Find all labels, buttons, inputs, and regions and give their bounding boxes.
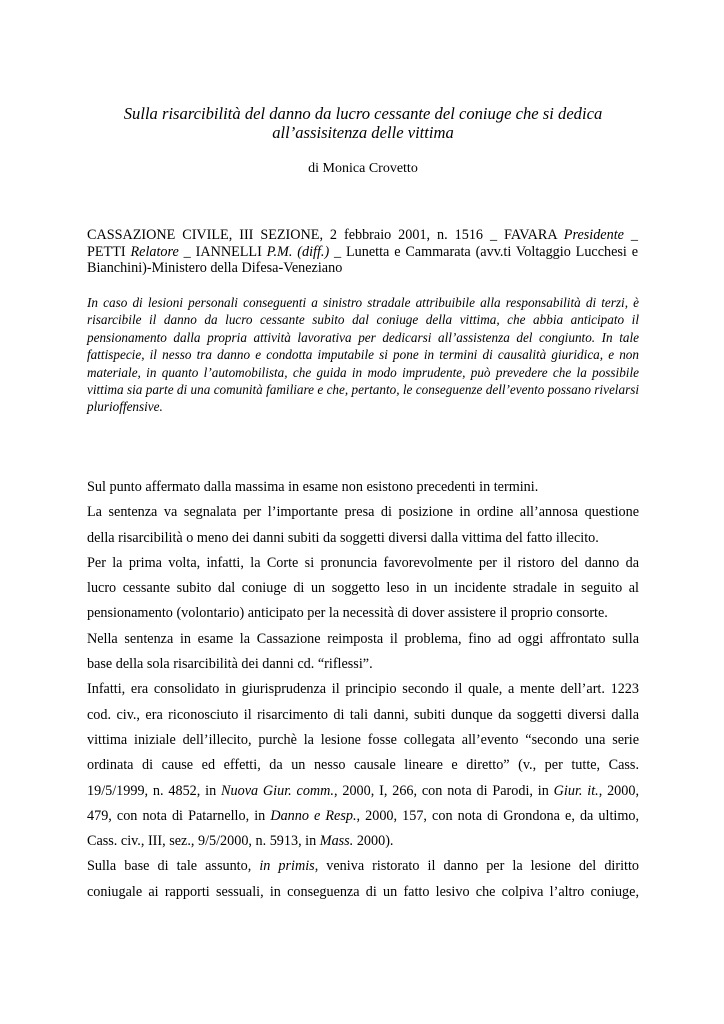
title-line-2: all’assisitenza delle vittima xyxy=(272,123,454,142)
journal-title: Nuova Giur. comm. xyxy=(221,782,334,799)
case-header xyxy=(87,227,638,277)
citation-text: , 2000, I, 266, con nota di Parodi, in xyxy=(333,782,554,799)
citation-text: 19/5/1999, n. 4852, in xyxy=(87,782,222,799)
body-line: pensionamento (volontario) anticipato per la necessità di dover assistere il proprio consorte. xyxy=(87,605,608,622)
body-line: Infatti, era consolidato in giurisprudenza il principio secondo il quale, a mente dell’art. 1223 xyxy=(87,681,639,698)
rapporteur-name: PETTI xyxy=(87,243,126,260)
body-line xyxy=(87,807,639,832)
body-line xyxy=(87,832,639,857)
author-byline: di Monica Crovetto xyxy=(308,161,418,176)
body-line: La sentenza va segnalata per l’importante presa di posizione in ordine all’annosa questione xyxy=(87,504,639,521)
president-label: Presidente xyxy=(563,227,624,243)
body-line: Nella sentenza in esame la Cassazione reimposta il problema, fino ad oggi affrontato sulla xyxy=(87,630,639,647)
citation-text: , 2000, 157, con nota di Grondona e, da ultimo, xyxy=(356,807,640,824)
citation-text: 2000). xyxy=(353,833,394,850)
body-line: Per la prima volta, infatti, la Corte si pronuncia favorevolmente per il ristoro del danno da xyxy=(87,554,639,571)
citation-text: , 2000, xyxy=(598,782,640,799)
court-info: CASSAZIONE CIVILE, III SEZIONE, 2 febbraio 2001, n. 1516 _ FAVARA xyxy=(87,227,557,243)
body-line xyxy=(87,782,639,807)
pm-name: _ IANNELLI xyxy=(178,243,262,260)
journal-title: Danno e Resp. xyxy=(270,807,357,824)
latin-phrase: in primis xyxy=(259,858,315,875)
body-line xyxy=(87,857,639,882)
body-line: Sul punto affermato dalla massima in esame non esistono precedenti in termini. xyxy=(87,479,539,495)
body-text xyxy=(87,478,639,908)
journal-title: Mass. xyxy=(319,833,354,850)
title-line-1: Sulla risarcibilità del danno da lucro cessante del coniuge che si dedica xyxy=(123,104,603,123)
body-line: cod. civ., era riconosciuto il risarcimento di tali danni, subiti dunque da soggetti diversi dalla xyxy=(87,706,639,723)
rapporteur-label: Relatore xyxy=(130,243,179,260)
body-line: della risarcibilità o meno dei danni subiti da soggetti diversi dalla vittima del fatto illecito. xyxy=(87,529,599,546)
parties: _ Lunetta e Cammarata (avv.ti Voltaggio Lucchesi e Bianchini)-Ministero della Difesa-Veneziano xyxy=(87,243,639,276)
pm-label: P.M. (diff.) xyxy=(266,243,330,260)
body-text-span: , veniva ristorato il danno per la lesione del diritto xyxy=(314,858,639,875)
article-title xyxy=(88,104,638,142)
body-line: ordinata di cause ed effetti, da un nesso causale lineare e diretto” (v., per tutte, Cass. xyxy=(87,757,639,774)
citation-text: 479, con nota di Patarnello, in xyxy=(87,807,271,824)
journal-title: Giur. it. xyxy=(553,782,599,799)
body-text-span: Sulla base di tale assunto, xyxy=(87,858,260,875)
citation-text: Cass. civ., III, sez., 9/5/2000, n. 5913, in xyxy=(87,833,320,850)
body-line: lucro cessante subito dal coniuge di un soggetto leso in un incidente stradale in seguito al xyxy=(87,580,639,597)
body-line: coniugale ai rapporti sessuali, in conseguenza di un fatto lesivo che colpiva l’altro coniuge, xyxy=(87,883,639,900)
separator: _ xyxy=(623,227,638,243)
body-line: vittima iniziale dell’illecito, purchè la lesione fosse collegata all’evento “secondo una serie xyxy=(87,731,639,748)
body-line: base della sola risarcibilità dei danni cd. “riflessi”. xyxy=(87,656,373,673)
massima-paragraph: In caso di lesioni personali conseguenti a sinistro stradale attribuibile alla responsabilità di terzi, è risarcibile il danno da lucro cessante subito dal coniuge della vittima, che abbia anticipato il pensionamento dalla propria attività lavorativa per dedicarsi all’assistenza del congiunto. In tale fattispecie, il nesso tra danno e condotta imputabile si pone in termini di causalità giuridica, e non materiale, in quanto l’automobilista, che guida in modo imprudente, può prevedere che la possibile vittima sia parte di una comunità familiare e che, pertanto, le conseguenze dell’evento possano rivelarsi plurioffensive. xyxy=(87,295,639,415)
